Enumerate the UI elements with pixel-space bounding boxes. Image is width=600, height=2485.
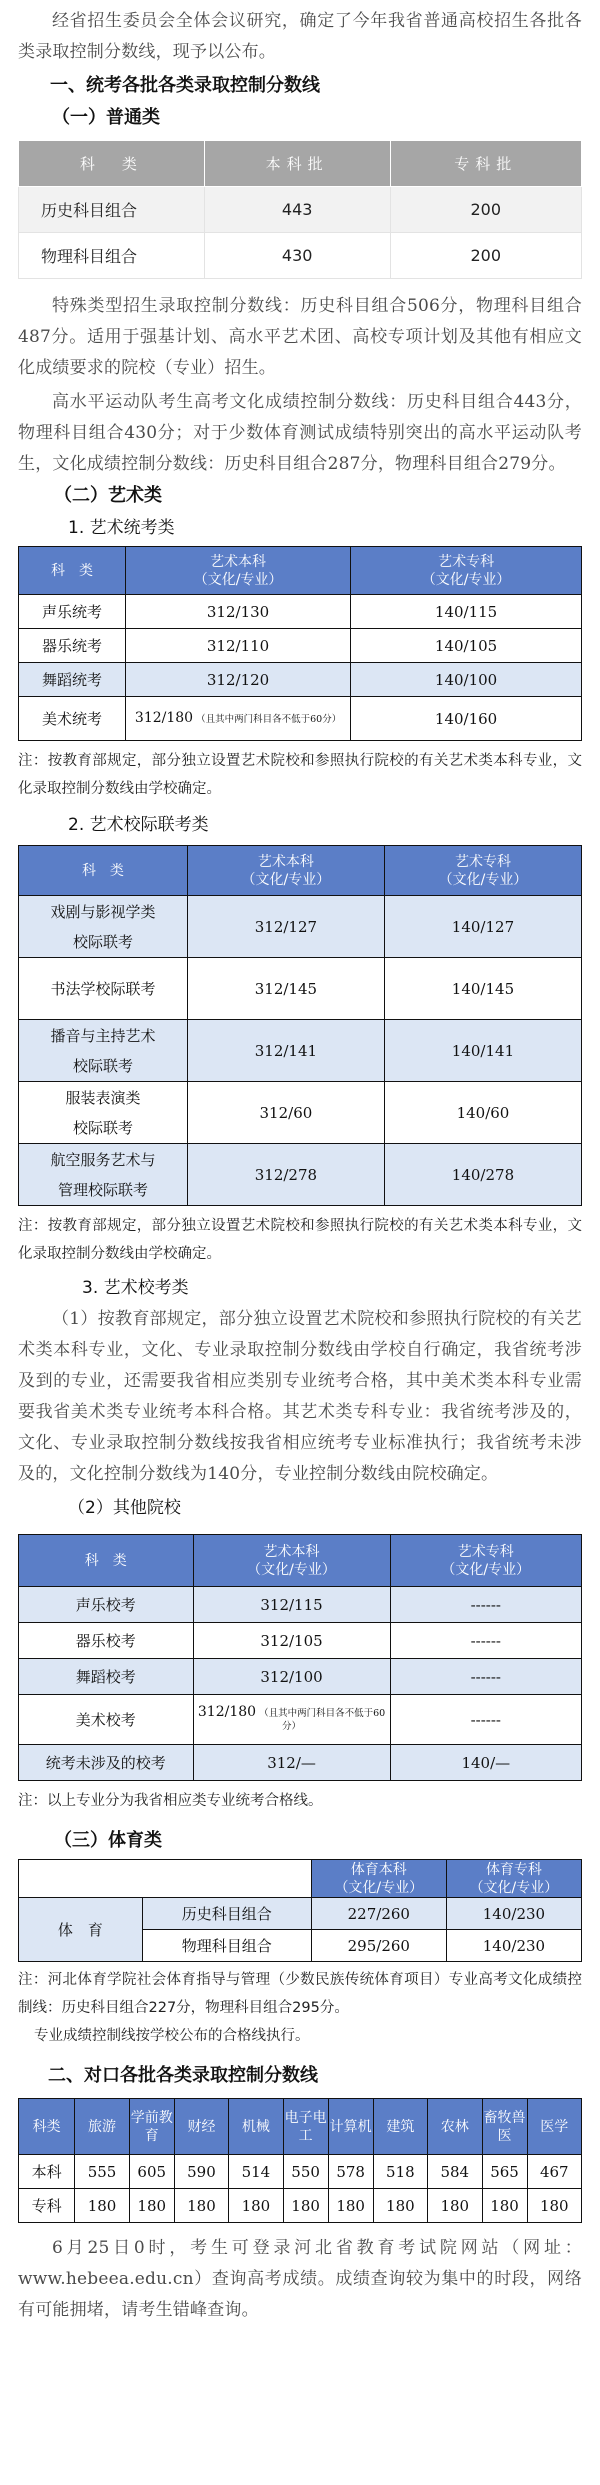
table-row [19,187,582,233]
section1-sub1: （一）普通类 [52,107,160,128]
art2-title: 2. 艺术校际联考类 [68,815,209,835]
header-label: 体育专科 [485,1861,542,1878]
table-row [19,1659,582,1695]
cell: 550 [283,2155,328,2189]
cell: 180 [75,2189,129,2223]
row-college: 140/278 [384,1144,581,1206]
row-undergrad: 312/120 [125,663,350,697]
art3-title: 3. 艺术校考类 [82,1278,189,1298]
art-school-exam-table [18,1534,582,1781]
general-table [18,140,582,279]
row-undergrad: 312/110 [125,629,350,663]
header-sub: （文化/专业） [193,571,283,588]
row-label: 专科 [19,2189,75,2223]
row-undergrad-note: （且其中两门科目各不低于60分） [259,1708,386,1732]
row-college: 140/105 [351,629,582,663]
section2-title: 二、对口各批各类录取控制分数线 [48,2065,318,2086]
col-header: 计算机 [328,2099,373,2155]
table-row [19,958,582,1020]
art1-note: 注：按教育部规定，部分独立设置艺术院校和参照执行院校的有关艺术类本科专业，文化录取控制分数线由学校确定。 [18,753,582,797]
row-combination: 物理科目组合 [142,1930,311,1962]
row-category: 声乐统考 [19,595,126,629]
cell: 555 [75,2155,129,2189]
art3-note: 注：以上专业分为我省相应类专业统考合格线。 [18,1793,323,1809]
table-row [19,1020,582,1082]
cell: 584 [428,2155,482,2189]
row-category-line2: 校际联考 [72,932,133,951]
row-undergrad: 312/105 [193,1623,390,1659]
col-category: 科 类 [19,846,188,896]
cell: 518 [373,2155,427,2189]
col-art-undergrad [125,547,350,595]
col-header: 机械 [229,2099,283,2155]
row-college: 140/60 [384,1082,581,1144]
outro-paragraph: 6月25日0时，考生可登录河北省教育考试院网站（网址：www.hebeea.edu.cn）查询高考成绩。成绩查询较为集中的时段，网络有可能拥堵，请考生错峰查询。 [18,2238,582,2320]
header-sub: （文化/专业） [421,571,511,588]
header-sub: （文化/专业） [469,1879,559,1896]
col-art-undergrad [187,846,384,896]
cell: 180 [527,2189,581,2223]
row-category: 声乐校考 [19,1587,194,1623]
header-sub: （文化/专业） [334,1879,424,1896]
cell: 590 [174,2155,228,2189]
table-row [19,233,582,279]
col-header: 科类 [19,2099,75,2155]
header-label: 体育本科 [350,1861,407,1878]
row-category: 舞蹈校考 [19,1659,194,1695]
table-header-row [19,141,582,187]
cell: 565 [482,2155,527,2189]
table-header-row [19,1860,582,1898]
row-category [19,1020,188,1082]
sports-note-2: 专业成绩控制线按学校公布的合格线执行。 [34,2028,310,2044]
header-label: 艺术专科 [454,853,511,870]
table-row [19,2155,582,2189]
row-category-line1: 服装表演类 [65,1088,141,1107]
art-joint-table [18,845,582,1206]
header-sub: （文化/专业） [241,871,331,888]
cell: 514 [229,2155,283,2189]
col-header: 财经 [174,2099,228,2155]
sports-team-paragraph: 高水平运动队考生高考文化成绩控制分数线：历史科目组合443分，物理科目组合430分；对于少数体育测试成绩特别突出的高水平运动队考生，文化成绩控制分数线：历史科目组合287分，物理科目组合279分。 [18,392,582,474]
row-undergrad: 312/60 [187,1082,384,1144]
row-undergrad: 312/115 [193,1587,390,1623]
row-college: 140/230 [446,1930,581,1962]
row-undergrad: 312/100 [193,1659,390,1695]
row-category [19,1144,188,1206]
section1-title: 一、统考各批各类录取控制分数线 [50,75,320,96]
row-undergrad: 312/278 [187,1144,384,1206]
table-row [19,2189,582,2223]
row-category-line2: 管理校际联考 [57,1180,148,1199]
cell: 180 [328,2189,373,2223]
table-header-row [19,547,582,595]
row-category-line1: 戏剧与影视学类 [50,902,156,921]
cell: 578 [328,2155,373,2189]
row-undergrad: 443 [204,187,390,233]
row-college: 200 [390,187,581,233]
row-label: 本科 [19,2155,75,2189]
col-undergrad: 本科批 [204,141,390,187]
table-row [19,1898,582,1930]
col-header: 学前教育 [129,2099,174,2155]
col-art-college [384,846,581,896]
vocational-table [18,2098,582,2223]
sports-category: 体 育 [19,1898,143,1962]
table-header-row [19,1535,582,1587]
header-label: 艺术本科 [210,553,267,570]
sports-note: 注：河北体育学院社会体育指导与管理（少数民族传统体育项目）专业高考文化成绩控制线：历史科目组合227分，物理科目组合295分。 [18,1972,582,2016]
section1-sub3: （三）体育类 [54,1830,162,1851]
header-label: 艺术本科 [263,1543,320,1560]
row-college: ------ [390,1587,581,1623]
table-row [19,595,582,629]
row-category: 美术统考 [19,697,126,741]
row-undergrad [193,1695,390,1745]
row-undergrad: 312/145 [187,958,384,1020]
table-row [19,1745,582,1781]
col-header: 农林 [428,2099,482,2155]
row-college: 140/160 [351,697,582,741]
row-category: 历史科目组合 [19,187,205,233]
art3-paragraph: （1）按教育部规定，部分独立设置艺术院校和参照执行院校的有关艺术类本科专业，文化、专业录取控制分数线由学校自行确定，我省统考涉及到的专业，还需要我省相应类别专业统考合格，其中美术类本科专业需要我省美术类专业统考本科合格。其艺术类专科专业：我省统考涉及的，文化、专业录取控制分数线按我省相应统考专业标准执行；我省统考未涉及的，文化控制分数线为140分，专业控制分数线由院校确定。 [18,1309,582,1484]
table-row [19,896,582,958]
row-college: ------ [390,1623,581,1659]
col-header: 医学 [527,2099,581,2155]
table-row [19,629,582,663]
col-header: 建筑 [373,2099,427,2155]
special-type-paragraph: 特殊类型招生录取控制分数线：历史科目组合506分，物理科目组合487分。适用于强基计划、高水平艺术团、高校专项计划及其他有相应文化成绩要求的院校（专业）招生。 [18,296,582,378]
row-category-line1: 播音与主持艺术 [50,1026,156,1045]
row-college: 140/100 [351,663,582,697]
section1-sub2: （二）艺术类 [54,485,162,506]
art3-sub2: （2）其他院校 [68,1498,181,1518]
col-sports-college [446,1860,581,1898]
row-category: 统考未涉及的校考 [19,1745,194,1781]
row-undergrad: 312/— [193,1745,390,1781]
header-label: 艺术专科 [438,553,495,570]
cell: 467 [527,2155,581,2189]
row-category: 书法学校际联考 [19,958,188,1020]
cell: 180 [283,2189,328,2223]
col-art-college [351,547,582,595]
row-undergrad: 227/260 [311,1898,446,1930]
row-undergrad-value: 312/180 [197,1704,257,1720]
col-college: 专科批 [390,141,581,187]
row-category [19,896,188,958]
cell: 180 [129,2189,174,2223]
row-undergrad [125,697,350,741]
art1-title: 1. 艺术统考类 [68,518,175,538]
col-category: 科 类 [19,1535,194,1587]
row-category: 物理科目组合 [19,233,205,279]
row-college: 140/127 [384,896,581,958]
header-blank [19,1860,312,1898]
table-row [19,663,582,697]
header-label: 艺术本科 [257,853,314,870]
table-row [19,1695,582,1745]
header-label: 艺术专科 [457,1543,514,1560]
row-college: 140/145 [384,958,581,1020]
header-sub: （文化/专业） [441,1561,531,1578]
row-category-line1: 航空服务艺术与 [50,1150,156,1169]
row-category: 器乐统考 [19,629,126,663]
row-undergrad: 312/141 [187,1020,384,1082]
art-unified-table [18,546,582,741]
table-row [19,697,582,741]
table-row [19,1082,582,1144]
cell: 180 [428,2189,482,2223]
cell: 180 [482,2189,527,2223]
row-combination: 历史科目组合 [142,1898,311,1930]
table-row [19,1587,582,1623]
row-undergrad-note: （且其中两门科目各不低于60分） [196,713,342,725]
row-undergrad: 430 [204,233,390,279]
table-row [19,1623,582,1659]
table-header-row [19,2099,582,2155]
row-category-line2: 校际联考 [72,1118,133,1137]
row-undergrad: 295/260 [311,1930,446,1962]
table-header-row [19,846,582,896]
row-category: 器乐校考 [19,1623,194,1659]
row-category [19,1082,188,1144]
col-category: 科 类 [19,141,205,187]
row-college: 140/230 [446,1898,581,1930]
row-undergrad: 312/130 [125,595,350,629]
col-header: 旅游 [75,2099,129,2155]
row-category: 舞蹈统考 [19,663,126,697]
cell: 180 [373,2189,427,2223]
row-college: 140/141 [384,1020,581,1082]
cell: 180 [174,2189,228,2223]
cell: 180 [229,2189,283,2223]
header-sub: （文化/专业） [247,1561,336,1578]
row-undergrad: 312/127 [187,896,384,958]
col-header: 畜牧兽医 [482,2099,527,2155]
row-undergrad-value: 312/180 [134,709,194,726]
header-sub: （文化/专业） [438,871,528,888]
row-college: 200 [390,233,581,279]
row-category-line2: 校际联考 [72,1056,133,1075]
col-sports-undergrad [311,1860,446,1898]
row-college: 140/115 [351,595,582,629]
intro-paragraph: 经省招生委员会全体会议研究，确定了今年我省普通高校招生各批各类录取控制分数线，现予以公布。 [18,11,582,62]
cell: 605 [129,2155,174,2189]
table-row [19,1144,582,1206]
art2-note: 注：按教育部规定，部分独立设置艺术院校和参照执行院校的有关艺术类本科专业，文化录取控制分数线由学校确定。 [18,1218,582,1262]
col-art-undergrad [193,1535,390,1587]
col-category: 科 类 [19,547,126,595]
row-college: 140/— [390,1745,581,1781]
row-college: ------ [390,1659,581,1695]
col-header: 电子电工 [283,2099,328,2155]
col-art-college [390,1535,581,1587]
row-college: ------ [390,1695,581,1745]
row-category: 美术校考 [19,1695,194,1745]
sports-table [18,1859,582,1962]
